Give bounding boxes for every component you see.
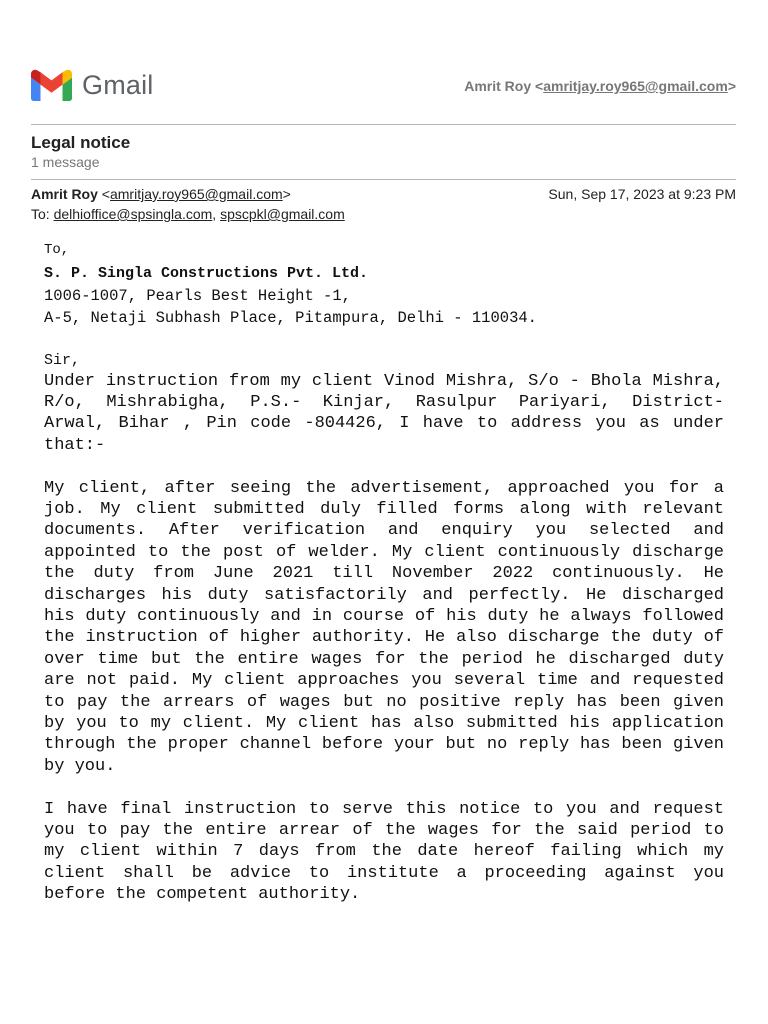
- letter-greeting: Sir,: [44, 351, 81, 369]
- letter-paragraph-3: I have final instruction to serve this notice to you and request you to pay the entire arrear of the wages for the said period to my client within 7 days from the date hereof failing which my client shall be advice to institute a proceeding against you before the competent authority.: [44, 799, 724, 905]
- thread-subject: Legal notice: [31, 133, 131, 152]
- sender-email-link[interactable]: amritjay.roy965@gmail.com: [109, 186, 283, 202]
- gmail-header: [31, 66, 736, 104]
- recipient-email-link[interactable]: delhioffice@spsingla.com: [53, 206, 213, 222]
- sender-name: Amrit Roy: [31, 186, 98, 202]
- gmail-m-logo-icon: [31, 69, 72, 101]
- gmail-wordmark: Gmail: [82, 70, 154, 100]
- message-recipients: To: delhioffice@spsingla.com, spscpkl@gmail.com: [31, 206, 345, 222]
- letter-address-line-1: 1006-1007, Pearls Best Height -1,: [44, 286, 351, 305]
- to-label: To:: [31, 206, 50, 222]
- letter-paragraph-2: My client, after seeing the advertisement, approached you for a job. My client submitted duly filled forms along with relevant documents. After verification and enquiry you selected and appointed to the post of welder. My client continuously discharge the duty from June 2021 till November 2022 continuously. He discharges his duty satisfactorily and perfectly. He discharged his duty continuously and in course of his duty he always followed the instruction of higher authority. He also discharge the duty of over time but the entire wages for the period he discharged duty are not paid. My client approaches you several time and requested to pay the arrears of wages but no positive reply has been given by you to my client. My client has also submitted his application through the proper channel before your but no reply has been given by you.: [44, 478, 724, 776]
- thread-divider: [31, 179, 736, 180]
- recipient-email-link[interactable]: spscpkl@gmail.com: [220, 206, 345, 222]
- header-divider: [31, 124, 736, 125]
- letter-to: To,: [44, 242, 70, 258]
- gmail-logo: [31, 68, 154, 102]
- letter-address-line-2: A-5, Netaji Subhash Place, Pitampura, Delhi - 110034.: [44, 308, 537, 327]
- account-identity: Amrit Roy <amritjay.roy965@gmail.com>: [464, 78, 736, 94]
- message-from: Amrit Roy <amritjay.roy965@gmail.com>: [31, 186, 291, 202]
- letter-company: S. P. Singla Constructions Pvt. Ltd.: [44, 264, 369, 282]
- account-name: Amrit Roy: [464, 78, 532, 94]
- message-body: [44, 240, 724, 906]
- message-count: 1 message: [31, 154, 100, 170]
- message-date: Sun, Sep 17, 2023 at 9:23 PM: [548, 186, 736, 202]
- letter-paragraph-1: Under instruction from my client Vinod Mishra, S/o - Bhola Mishra, R/o, Mishrabigha, P.S.- Kinjar, Rasulpur Pariyari, District- Arwal, Bihar , Pin code -804426, I have to address you as under that:-: [44, 371, 724, 455]
- account-email-link[interactable]: amritjay.roy965@gmail.com: [543, 78, 728, 94]
